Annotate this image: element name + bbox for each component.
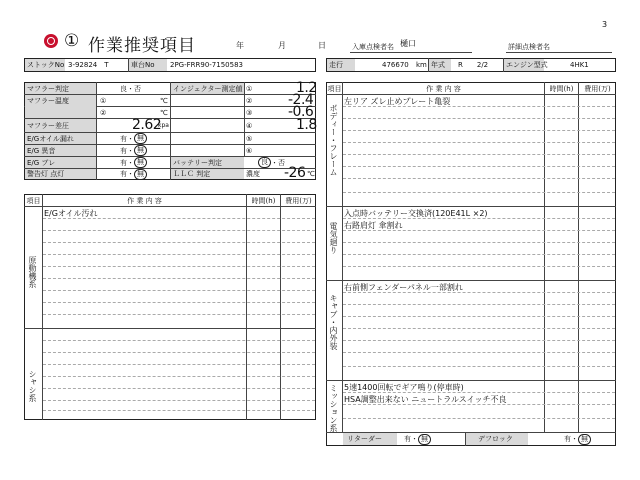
injector-2-value: -2.4: [288, 92, 314, 108]
month-label: 月: [278, 41, 286, 50]
muffler-temp-1-no: ①: [100, 96, 107, 105]
muffler-temp-2-no: ②: [100, 108, 107, 117]
oil-leak-circled: 無: [134, 133, 147, 144]
noise-value: 有・: [120, 146, 134, 155]
mileage-value: 476670: [382, 61, 409, 69]
year-label: 年: [236, 41, 244, 50]
electric-section-label: 電気廻り: [329, 222, 338, 254]
chassis-label: 車台No: [129, 59, 167, 71]
right-header-cost: 費用(万): [584, 84, 611, 93]
engine-model-value: 4HK1: [570, 61, 589, 69]
stock-value: 3-92824 T: [68, 61, 109, 69]
battery-circled: 良: [258, 157, 271, 168]
noise-label: E/G 異音: [25, 145, 96, 156]
page-title: 作業推奨項目: [88, 36, 196, 56]
model-year-label: 年式: [429, 59, 451, 71]
oil-leak-value: 有・: [120, 134, 134, 143]
electric-entry-2: 右路肩灯 傘割れ: [344, 221, 403, 230]
receiver-value: 樋口: [400, 39, 416, 48]
muffler-temp-1-unit: ℃: [160, 96, 168, 105]
injector-2-no: ②: [246, 96, 253, 105]
difflock-circled: 無: [578, 434, 591, 445]
cab-section-label: キャブ・内外装: [329, 294, 338, 350]
difflock-label: デフロック: [466, 433, 528, 445]
right-header-work: 作 業 内 容: [426, 84, 461, 93]
chassis-section-label: シャシ系: [28, 370, 37, 402]
injector-4-no: ④: [246, 121, 253, 130]
chassis-value: 2PG-FRR90-7150583: [170, 61, 243, 69]
vibration-circled: 無: [134, 157, 147, 168]
left-header-work: 作 業 内 容: [127, 196, 162, 205]
page-number: 3: [602, 20, 608, 29]
injector-6-no: ⑥: [246, 146, 253, 155]
circle-number: ①: [64, 31, 80, 51]
detail-inspector-label: 詳細点検者名: [508, 43, 550, 51]
left-header-time: 時間(h): [251, 196, 276, 205]
engine-section-label: 原動機系: [28, 256, 37, 288]
model-year-value: R 2/2: [458, 61, 489, 69]
warning-light-value: 有・: [120, 170, 134, 178]
body-section-label: ボディー・フレーム: [329, 104, 338, 176]
vibration-value: 有・: [120, 158, 134, 167]
battery-rest: ・否: [271, 158, 285, 167]
injector-3-value: -0.6: [288, 104, 314, 120]
llc-conc-label: 濃度: [246, 170, 260, 178]
injector-1-value: 1.2: [296, 80, 317, 96]
retarder-label: リターダー: [343, 433, 397, 445]
muffler-pressure-value: 2.62: [132, 117, 162, 133]
engine-model-label: エンジン型式: [506, 61, 548, 69]
warning-light-label: 警告灯 点灯: [25, 169, 96, 179]
right-header-item: 項目: [327, 84, 342, 93]
muffler-temp-2-unit: ℃: [160, 108, 168, 117]
injector-4-value: 1.8: [296, 117, 317, 133]
retarder-value: 有・: [404, 435, 418, 443]
transmission-entry-1: 5速1400回転でギア鳴り(停車時): [344, 383, 464, 392]
battery-label: バッテリー判定: [171, 157, 244, 168]
engine-entry-1: E/Gオイル汚れ: [44, 209, 98, 218]
warning-light-circled: 無: [134, 169, 147, 180]
llc-value: -26: [284, 165, 306, 181]
left-work-table: [24, 194, 316, 420]
transmission-section-label: ミッション系: [329, 384, 338, 432]
oil-leak-label: E/Gオイル漏れ: [25, 133, 96, 144]
muffler-pressure-label: マフラー差圧: [25, 119, 96, 132]
mileage-label: 走行: [327, 59, 355, 71]
injector-1-no: ①: [246, 84, 253, 93]
muffler-judgement-label: マフラー判定: [25, 83, 96, 94]
muffler-pressure-unit: kpa: [158, 122, 169, 129]
muffler-temp-label: マフラー温度: [25, 95, 96, 118]
day-label: 日: [318, 41, 326, 50]
injector-3-no: ③: [246, 108, 253, 117]
difflock-value: 有・: [564, 435, 578, 443]
transmission-entry-2: HSA調整出来ない ニュートラルスイッチ不良: [344, 395, 507, 404]
brand-logo-icon: [44, 34, 58, 48]
stock-label: ストックNo: [27, 61, 65, 69]
muffler-judgement-value: 良・否: [120, 84, 141, 93]
right-header-time: 時間(h): [549, 84, 574, 93]
left-header-cost: 費用(万): [285, 196, 312, 205]
injector-5-no: ⑤: [246, 134, 253, 143]
vibration-label: E/G ブレ: [25, 157, 96, 168]
noise-circled: 無: [134, 145, 147, 156]
llc-unit: ℃: [307, 170, 315, 178]
retarder-circled: 無: [418, 434, 431, 445]
receiver-label: 入庫点検者名: [352, 43, 394, 51]
injector-label: インジェクター測定値: [173, 84, 243, 93]
llc-label: ＬＬＣ 判定: [171, 169, 244, 179]
mileage-unit: km: [416, 61, 427, 69]
cab-entry-1: 右前側フェンダーパネル一部割れ: [344, 283, 463, 292]
left-header-item: 項目: [26, 196, 41, 205]
body-entry-1: 左リア ズレ止めプレート亀裂: [344, 97, 451, 106]
electric-entry-1: 入点時バッテリー交換済(120E41L ×2): [344, 209, 488, 218]
